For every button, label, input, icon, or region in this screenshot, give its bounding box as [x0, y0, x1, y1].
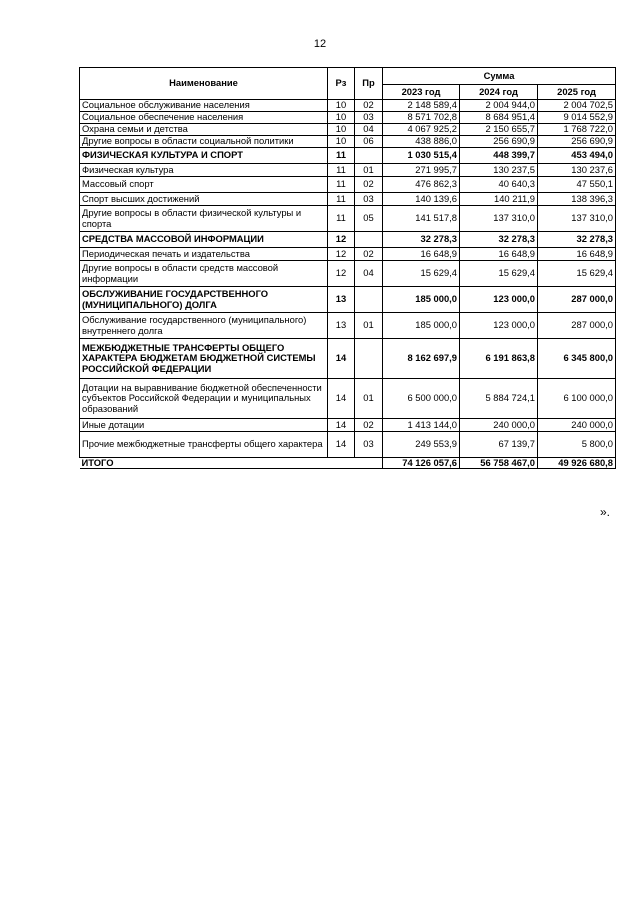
cell-2025: 453 494,0: [538, 148, 616, 164]
cell-2023: 4 067 925,2: [383, 124, 460, 136]
cell-name: Иные дотации: [80, 419, 328, 432]
cell-2024: 5 884 724,1: [460, 379, 538, 419]
cell-2023: 1 030 515,4: [383, 148, 460, 164]
cell-pr: 02: [355, 248, 383, 261]
cell-name: ФИЗИЧЕСКАЯ КУЛЬТУРА И СПОРТ: [80, 148, 328, 164]
cell-rz: 14: [328, 379, 355, 419]
cell-2024: 32 278,3: [460, 232, 538, 248]
cell-pr: 01: [355, 379, 383, 419]
cell-2025: 138 396,3: [538, 193, 616, 206]
cell-pr: [355, 232, 383, 248]
cell-pr: 02: [355, 419, 383, 432]
table-body: [80, 100, 616, 458]
cell-2024: 8 684 951,4: [460, 112, 538, 124]
table-section-row: [80, 339, 616, 379]
cell-2025: 47 550,1: [538, 177, 616, 193]
cell-name: Социальное обеспечение населения: [80, 112, 328, 124]
cell-name: Периодическая печать и издательства: [80, 248, 328, 261]
cell-rz: 10: [328, 124, 355, 136]
table-row: [80, 379, 616, 419]
table-row: [80, 136, 616, 148]
header-year-2024: 2024 год: [460, 85, 538, 100]
cell-2025: 5 800,0: [538, 432, 616, 458]
cell-2023: 8 162 697,9: [383, 339, 460, 379]
table-row: [80, 432, 616, 458]
closing-quote-mark: ».: [600, 505, 611, 519]
cell-2024: 123 000,0: [460, 287, 538, 313]
cell-2025: 256 690,9: [538, 136, 616, 148]
cell-name: Другие вопросы в области социальной политики: [80, 136, 328, 148]
cell-2024: 16 648,9: [460, 248, 538, 261]
cell-2024: 40 640,3: [460, 177, 538, 193]
total-2024: 56 758 467,0: [460, 458, 538, 469]
budget-table: [79, 67, 616, 469]
cell-2024: 6 191 863,8: [460, 339, 538, 379]
cell-2025: 287 000,0: [538, 313, 616, 339]
cell-name: ОБСЛУЖИВАНИЕ ГОСУДАРСТВЕННОГО (МУНИЦИПАЛЬНОГО) ДОЛГА: [80, 287, 328, 313]
cell-2025: 137 310,0: [538, 206, 616, 232]
table-row: [80, 313, 616, 339]
cell-pr: 04: [355, 124, 383, 136]
cell-rz: 11: [328, 148, 355, 164]
page-number: 12: [313, 38, 327, 50]
table-row: [80, 206, 616, 232]
cell-2023: 185 000,0: [383, 313, 460, 339]
cell-pr: 03: [355, 193, 383, 206]
cell-name: Прочие межбюджетные трансферты общего характера: [80, 432, 328, 458]
cell-rz: 12: [328, 248, 355, 261]
header-name: Наименование: [80, 68, 328, 100]
cell-rz: 10: [328, 136, 355, 148]
cell-rz: 13: [328, 313, 355, 339]
cell-2023: 438 886,0: [383, 136, 460, 148]
cell-rz: 11: [328, 177, 355, 193]
cell-2023: 1 413 144,0: [383, 419, 460, 432]
table-row: [80, 164, 616, 177]
cell-rz: 11: [328, 164, 355, 177]
table-section-row: [80, 287, 616, 313]
header-year-2025: 2025 год: [538, 85, 616, 100]
cell-pr: 03: [355, 112, 383, 124]
cell-pr: 02: [355, 100, 383, 112]
cell-name: Охрана семьи и детства: [80, 124, 328, 136]
cell-pr: 06: [355, 136, 383, 148]
cell-2023: 249 553,9: [383, 432, 460, 458]
cell-2025: 1 768 722,0: [538, 124, 616, 136]
table-row: [80, 248, 616, 261]
cell-2024: 137 310,0: [460, 206, 538, 232]
cell-name: МЕЖБЮДЖЕТНЫЕ ТРАНСФЕРТЫ ОБЩЕГО ХАРАКТЕРА БЮДЖЕТАМ БЮДЖЕТНОЙ СИСТЕМЫ РОССИЙСКОЙ ФЕДЕРАЦИИ: [80, 339, 328, 379]
cell-rz: 14: [328, 419, 355, 432]
header-sum: Сумма: [383, 68, 616, 85]
cell-2024: 123 000,0: [460, 313, 538, 339]
cell-2025: 6 100 000,0: [538, 379, 616, 419]
cell-pr: 05: [355, 206, 383, 232]
cell-2024: 2 150 655,7: [460, 124, 538, 136]
cell-2025: 6 345 800,0: [538, 339, 616, 379]
cell-2024: 140 211,9: [460, 193, 538, 206]
cell-pr: [355, 339, 383, 379]
cell-rz: 12: [328, 232, 355, 248]
table-row: [80, 112, 616, 124]
cell-pr: [355, 148, 383, 164]
cell-2023: 185 000,0: [383, 287, 460, 313]
cell-2025: 15 629,4: [538, 261, 616, 287]
cell-pr: 02: [355, 177, 383, 193]
cell-name: Массовый спорт: [80, 177, 328, 193]
table-section-row: [80, 148, 616, 164]
cell-2025: 2 004 702,5: [538, 100, 616, 112]
header-year-2023: 2023 год: [383, 85, 460, 100]
cell-pr: 01: [355, 164, 383, 177]
cell-name: Обслуживание государственного (муниципального) внутреннего долга: [80, 313, 328, 339]
header-pr: Пр: [355, 68, 383, 100]
cell-rz: 13: [328, 287, 355, 313]
header-rz: Рз: [328, 68, 355, 100]
table-row: [80, 261, 616, 287]
cell-2023: 141 517,8: [383, 206, 460, 232]
cell-name: Социальное обслуживание населения: [80, 100, 328, 112]
cell-2025: 240 000,0: [538, 419, 616, 432]
cell-rz: 10: [328, 112, 355, 124]
cell-rz: 14: [328, 432, 355, 458]
cell-2024: 256 690,9: [460, 136, 538, 148]
table-row: [80, 193, 616, 206]
cell-name: Спорт высших достижений: [80, 193, 328, 206]
cell-rz: 14: [328, 339, 355, 379]
table-row: [80, 419, 616, 432]
cell-2023: 15 629,4: [383, 261, 460, 287]
cell-rz: 11: [328, 206, 355, 232]
cell-pr: 03: [355, 432, 383, 458]
table-row: [80, 124, 616, 136]
cell-pr: 04: [355, 261, 383, 287]
table-row: [80, 100, 616, 112]
cell-2024: 67 139,7: [460, 432, 538, 458]
table-section-row: [80, 232, 616, 248]
cell-2023: 476 862,3: [383, 177, 460, 193]
cell-name: Другие вопросы в области физической культуры и спорта: [80, 206, 328, 232]
total-2025: 49 926 680,8: [538, 458, 616, 469]
cell-2024: 240 000,0: [460, 419, 538, 432]
cell-2025: 287 000,0: [538, 287, 616, 313]
total-row: [80, 458, 616, 469]
cell-2025: 9 014 552,9: [538, 112, 616, 124]
cell-2023: 271 995,7: [383, 164, 460, 177]
cell-2025: 32 278,3: [538, 232, 616, 248]
cell-name: СРЕДСТВА МАССОВОЙ ИНФОРМАЦИИ: [80, 232, 328, 248]
cell-pr: 01: [355, 313, 383, 339]
cell-2025: 16 648,9: [538, 248, 616, 261]
cell-2024: 15 629,4: [460, 261, 538, 287]
cell-2024: 130 237,5: [460, 164, 538, 177]
cell-name: Физическая культура: [80, 164, 328, 177]
cell-rz: 12: [328, 261, 355, 287]
cell-2023: 2 148 589,4: [383, 100, 460, 112]
cell-2023: 16 648,9: [383, 248, 460, 261]
total-2023: 74 126 057,6: [383, 458, 460, 469]
cell-2023: 140 139,6: [383, 193, 460, 206]
cell-rz: 11: [328, 193, 355, 206]
cell-name: Дотации на выравнивание бюджетной обеспеченности субъектов Российской Федерации и муниципальных образований: [80, 379, 328, 419]
cell-name: Другие вопросы в области средств массовой информации: [80, 261, 328, 287]
cell-rz: 10: [328, 100, 355, 112]
cell-pr: [355, 287, 383, 313]
total-label: ИТОГО: [80, 458, 383, 469]
cell-2024: 2 004 944,0: [460, 100, 538, 112]
cell-2023: 32 278,3: [383, 232, 460, 248]
cell-2023: 8 571 702,8: [383, 112, 460, 124]
cell-2025: 130 237,6: [538, 164, 616, 177]
table-row: [80, 177, 616, 193]
cell-2024: 448 399,7: [460, 148, 538, 164]
cell-2023: 6 500 000,0: [383, 379, 460, 419]
